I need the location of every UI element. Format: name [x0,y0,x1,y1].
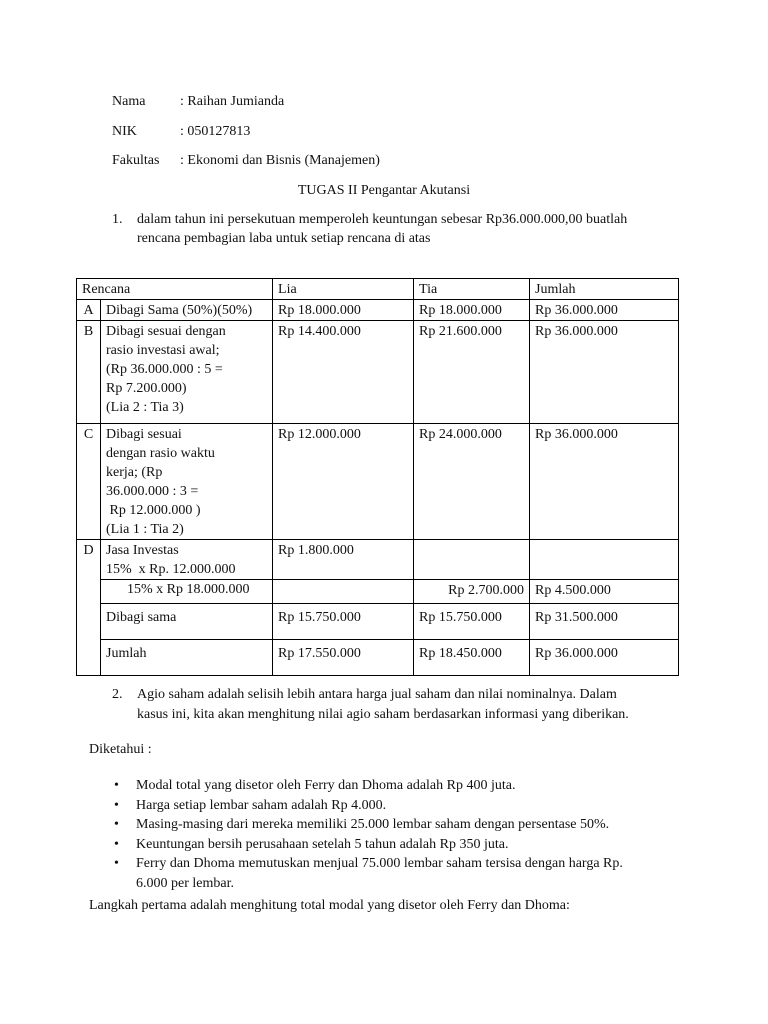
table-row-a [77,300,679,321]
q2-number: 2. [112,687,123,702]
table-row-d-jasa [77,540,679,580]
row-c-desc-line: (Lia 1 : Tia 2) [106,522,184,537]
row-a-jumlah: Rp 36.000.000 [530,300,679,321]
q2-line2: kasus ini, kita akan menghitung nilai agio saham berdasarkan informasi yang diberikan. [137,707,629,722]
list-item-text: Keuntungan bersih perusahaan setelah 5 tahun adalah Rp 350 juta. [136,836,509,852]
row-d-total-lia: Rp 17.550.000 [273,640,414,676]
row-d-total-label: Jumlah [101,640,273,676]
bullet-icon: • [114,817,119,832]
row-d-sub-jumlah: Rp 4.500.000 [530,580,679,604]
row-c-desc-line: 36.000.000 : 3 = [106,484,199,499]
row-b-desc-line: (Rp 36.000.000 : 5 = [106,362,223,377]
list-item [112,835,672,855]
row-c-desc [101,424,273,540]
row-b-desc-line: rasio investasi awal; [106,343,220,358]
list-item [112,796,672,816]
table-row-d-total [77,640,679,676]
bullet-icon: • [114,778,119,793]
row-b-desc-line: Dibagi sesuai dengan [106,324,226,339]
list-item [112,776,672,796]
row-b-lia: Rp 14.400.000 [273,321,414,424]
name-label: Nama [112,94,146,109]
row-d-sama-lia: Rp 15.750.000 [273,604,414,640]
name-value: : Raihan Jumianda [180,94,285,109]
faculty-label: Fakultas [112,153,160,168]
bullet-icon: • [114,836,119,852]
header-rencana: Rencana [77,279,273,300]
row-b-code: B [77,321,101,424]
table-row-b [77,321,679,424]
row-d-sub-desc: 15% x Rp 18.000.000 [101,580,273,604]
row-b-desc [101,321,273,424]
list-item-text: Masing-masing dari mereka memiliki 25.000 lembar saham dengan persentase 50%. [136,817,610,832]
q2-line1: Agio saham adalah selisih lebih antara harga jual saham dan nilai nominalnya. Dalam [137,687,617,702]
row-c-desc-line: Rp 12.000.000 ) [106,503,201,518]
row-d-desc-line: Jasa Investas [106,543,179,558]
nik-label: NIK [112,124,137,139]
row-d-tia-jasa-empty [414,540,530,580]
row-b-desc-line: (Lia 2 : Tia 3) [106,400,184,415]
row-b-desc-line: Rp 7.200.000) [106,381,187,396]
document-title: TUGAS II Pengantar Akutansi [297,183,471,198]
row-a-desc: Dibagi Sama (50%)(50%) [101,300,273,321]
row-c-code: C [77,424,101,540]
row-d-sub-lia-empty [273,580,414,604]
row-c-lia: Rp 12.000.000 [273,424,414,540]
row-c-desc-line: dengan rasio waktu [106,446,215,461]
q1-line1: dalam tahun ini persekutuan memperoleh keuntungan sebesar Rp36.000.000,00 buatlah [137,212,628,227]
header-tia: Tia [414,279,530,300]
diketahui-list [112,776,672,893]
bullet-icon: • [114,797,119,813]
row-d-sub-tia: Rp 2.700.000 [414,580,530,604]
row-b-tia: Rp 21.600.000 [414,321,530,424]
diketahui-label: Diketahui : [89,742,152,757]
footer-paragraph: Langkah pertama adalah menghitung total modal yang disetor oleh Ferry dan Dhoma: [89,898,570,913]
row-a-tia: Rp 18.000.000 [414,300,530,321]
row-a-code: A [77,300,101,321]
header-lia: Lia [273,279,414,300]
list-item [112,815,672,835]
row-c-jumlah: Rp 36.000.000 [530,424,679,540]
row-a-lia: Rp 18.000.000 [273,300,414,321]
row-d-sama-tia: Rp 15.750.000 [414,604,530,640]
profit-distribution-table [76,278,679,676]
row-d-code: D [77,540,101,676]
list-item-text: Ferry dan Dhoma memutuskan menjual 75.000 lembar saham tersisa dengan harga Rp. [136,856,623,871]
row-c-desc-line: kerja; (Rp [106,465,163,480]
row-b-jumlah: Rp 36.000.000 [530,321,679,424]
bullet-icon: • [114,856,119,871]
list-item-text: Harga setiap lembar saham adalah Rp 4.000. [136,797,387,813]
nik-value: : 050127813 [180,124,251,139]
table-row-d-sama [77,604,679,640]
row-d-sama-jumlah: Rp 31.500.000 [530,604,679,640]
table-row-c [77,424,679,540]
row-d-total-jumlah: Rp 36.000.000 [530,640,679,676]
list-item [112,854,672,893]
list-item-text: Modal total yang disetor oleh Ferry dan Dhoma adalah Rp 400 juta. [136,778,516,793]
table-row-d-sub [77,580,679,604]
row-d-jumlah-jasa-empty [530,540,679,580]
row-d-desc-line: 15% x Rp. 12.000.000 [106,562,236,577]
q1-line2: rencana pembagian laba untuk setiap rencana di atas [137,231,431,246]
header-jumlah: Jumlah [530,279,679,300]
row-d-sama-label: Dibagi sama [101,604,273,640]
list-item-text-continued: 6.000 per lembar. [136,875,234,891]
row-c-tia: Rp 24.000.000 [414,424,530,540]
faculty-value: : Ekonomi dan Bisnis (Manajemen) [180,153,380,168]
row-d-desc [101,540,273,580]
row-d-total-tia: Rp 18.450.000 [414,640,530,676]
row-c-desc-line: Dibagi sesuai [106,427,182,442]
q1-number: 1. [112,212,123,227]
row-d-lia-jasa: Rp 1.800.000 [273,540,414,580]
table-header-row [77,279,679,300]
